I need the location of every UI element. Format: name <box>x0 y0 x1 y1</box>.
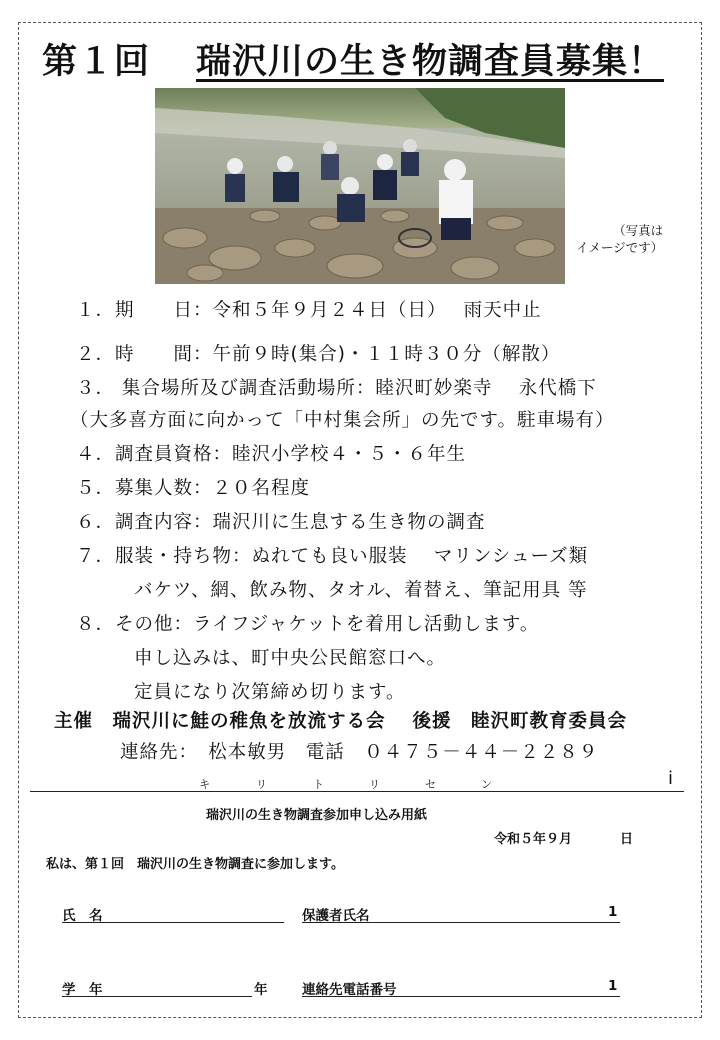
photo-illustration <box>155 88 565 284</box>
cut-char: キ <box>199 778 210 791</box>
item-application: 申し込みは、町中央公民館窓口へ。 <box>134 648 447 669</box>
form-date <box>494 828 633 847</box>
cut-mark: i <box>668 768 674 789</box>
cut-char: ン <box>481 778 492 791</box>
cut-line <box>30 791 684 792</box>
contact-line: 連絡先： 松本敏男 電話 ０４７５－４４－２２８９ <box>120 742 599 763</box>
river-survey-photo <box>155 88 565 284</box>
title-prefix: 第１回 <box>42 42 151 82</box>
phone-label: 連絡先電話番号 <box>302 982 397 998</box>
item-date: １．期 日：令和５年９月２４日（日） 雨天中止 <box>76 300 542 321</box>
item-eligibility: ４．調査員資格：睦沢小学校４・５・６年生 <box>76 444 467 465</box>
form-date-suffix: 日 <box>620 832 634 847</box>
grade-label: 学 年 <box>62 982 103 998</box>
item-place-note: （大多喜方面に向かって「中村集会所」の先です。駐車場有） <box>70 410 615 431</box>
item-capacity: ５．募集人数：２０名程度 <box>76 478 311 499</box>
grade-field[interactable] <box>62 996 252 997</box>
cut-char: リ <box>369 778 380 791</box>
item-place: ３． 集合場所及び調査活動場所：睦沢町妙楽寺 永代橋下 <box>76 378 597 399</box>
item-belongings: バケツ、網、飲み物、タオル、着替え、筆記用具 等 <box>134 580 588 601</box>
cut-char: ト <box>313 778 324 791</box>
name-label: 氏 名 <box>62 908 103 924</box>
title-main: 瑞沢川の生き物調査員募集！ <box>196 42 665 82</box>
phone-field[interactable] <box>302 996 620 997</box>
item-clothing: ７．服装・持ち物：ぬれても良い服装 マリンシューズ類 <box>76 546 589 567</box>
item-time: ２．時 間：午前９時(集合)・１１時３０分（解散） <box>76 344 561 365</box>
guardian-field[interactable] <box>302 922 620 923</box>
guardian-mark: 1 <box>608 904 618 920</box>
photo-note-line-2: イメージです） <box>576 240 664 255</box>
photo-note-line-1: （写真は <box>613 223 664 238</box>
form-date-prefix: 令和５年９月 <box>494 832 573 847</box>
form-statement: 私は、第１回 瑞沢川の生き物調査に参加します。 <box>46 857 344 872</box>
item-content: ６．調査内容：瑞沢川に生息する生き物の調査 <box>76 512 486 533</box>
grade-suffix: 年 <box>254 982 268 998</box>
photo-note <box>576 222 663 256</box>
phone-mark: 1 <box>608 978 618 994</box>
cut-char: リ <box>256 778 267 791</box>
name-field[interactable] <box>62 922 284 923</box>
cut-char: セ <box>425 778 436 791</box>
item-other: ８．その他：ライフジャケットを着用し活動します。 <box>76 614 540 635</box>
guardian-label: 保護者氏名 <box>302 908 370 924</box>
organizer-line: 主催 瑞沢川に鮭の稚魚を放流する会 後援 睦沢町教育委員会 <box>54 711 627 732</box>
form-title: 瑞沢川の生き物調査参加申し込み用紙 <box>206 808 428 823</box>
page-title <box>42 34 664 84</box>
item-deadline: 定員になり次第締め切ります。 <box>134 682 406 703</box>
